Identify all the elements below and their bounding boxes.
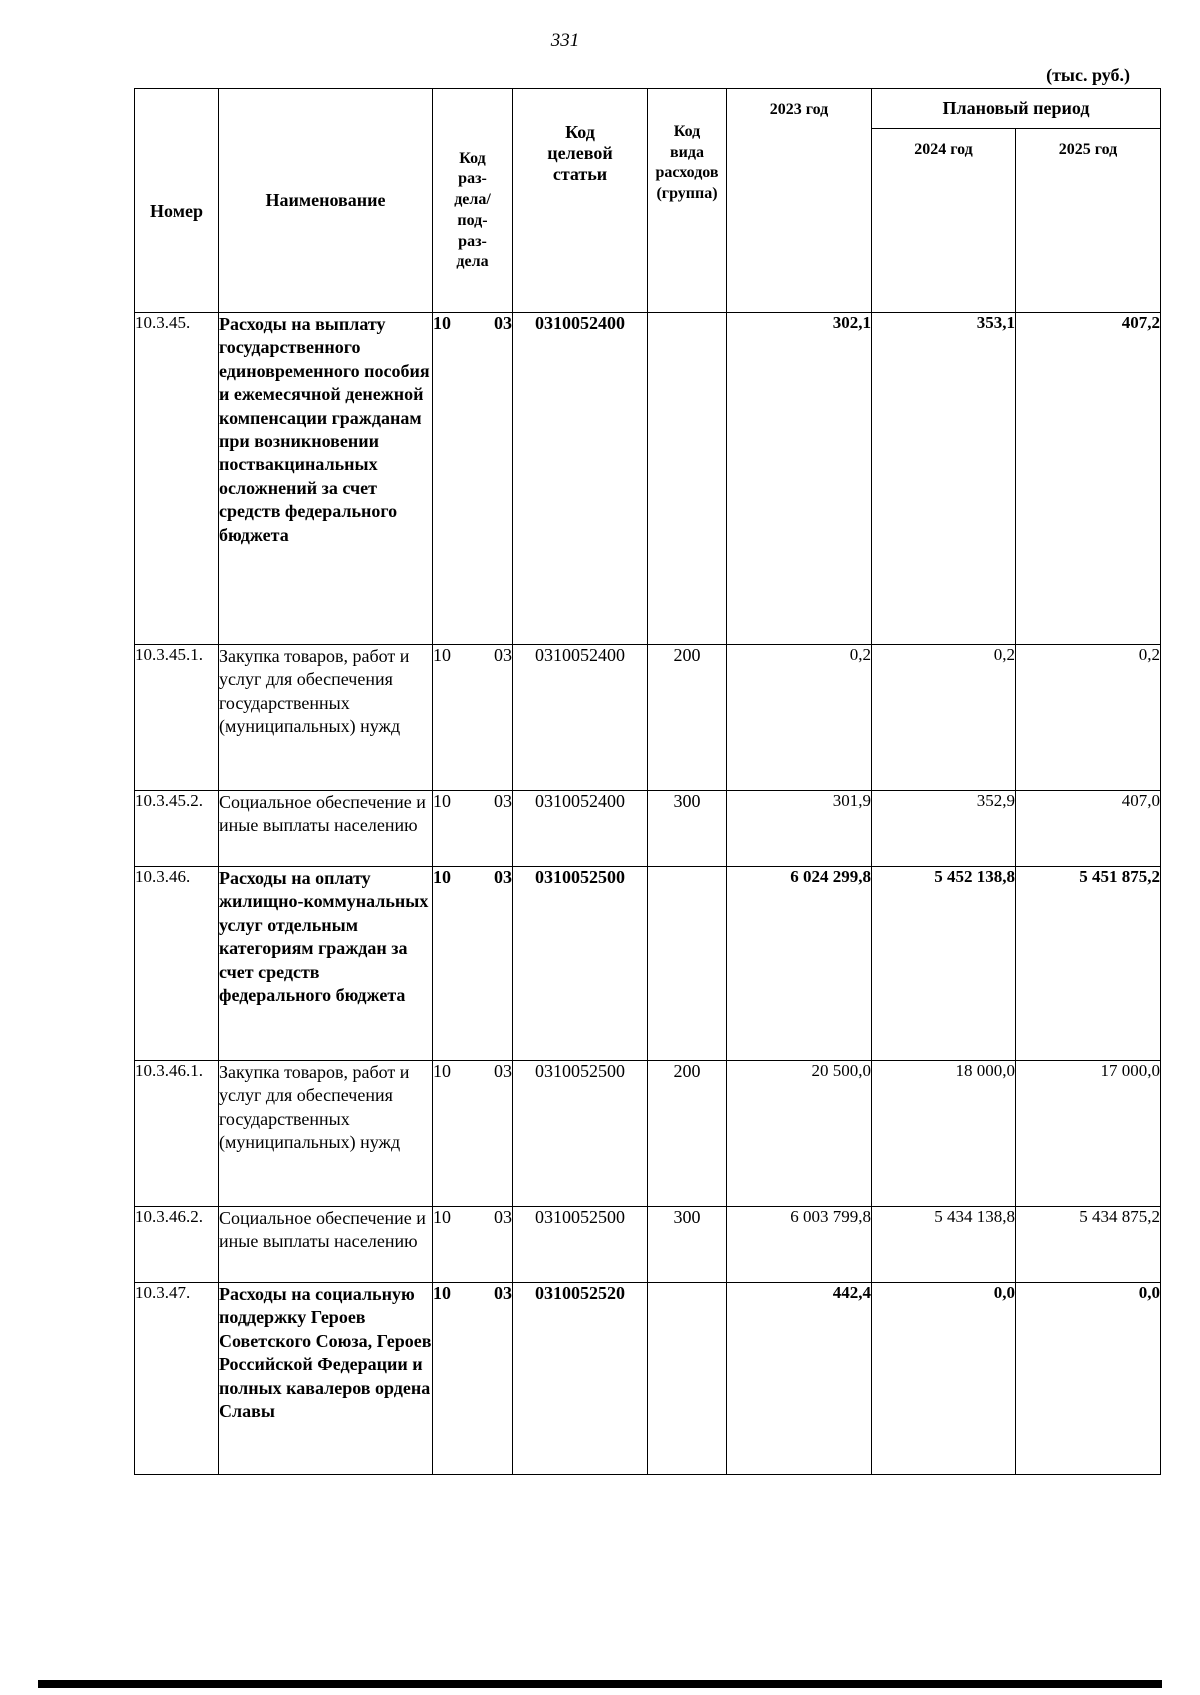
table-row [135,1283,1161,1475]
row-vid-code: 300 [648,791,727,867]
row-vid-code: 200 [648,1061,727,1207]
row-podrazdel-code: 03 [494,867,512,887]
row-razdel [433,1061,513,1207]
row-razdel [433,1207,513,1283]
row-target-code: 0310052400 [513,791,648,867]
row-target-code: 0310052500 [513,1207,648,1283]
row-number: 10.3.46.2. [135,1207,219,1283]
header-razdel-label: Код раз- дела/ под- раз- дела [454,149,491,271]
table-row [135,867,1161,1061]
header-2025-label: 2025 год [1058,141,1118,158]
row-amount-2024: 5 452 138,8 [872,867,1016,1061]
row-target-code: 0310052500 [513,867,648,1061]
header-2024-label: 2024 год [914,141,973,158]
row-amount-2023: 0,2 [727,645,872,791]
row-name: Закупка товаров, работ и услуг для обеспечения государственных (муниципальных) нужд [219,645,433,791]
row-number: 10.3.45.1. [135,645,219,791]
row-vid-code [648,867,727,1061]
row-amount-2023: 302,1 [727,313,872,645]
table-row [135,1061,1161,1207]
header-name-label: Наименование [265,190,386,210]
row-name: Расходы на оплату жилищно-коммунальных услуг отдельным категориям граждан за счет средств федерального бюджета [219,867,433,1061]
row-razdel [433,313,513,645]
row-vid-code [648,313,727,645]
header-vid [648,89,727,313]
header-name [219,89,433,313]
row-vid-code: 200 [648,645,727,791]
row-amount-2025: 407,2 [1016,313,1161,645]
row-number: 10.3.45.2. [135,791,219,867]
row-podrazdel-code: 03 [494,791,512,811]
header-number [135,89,219,313]
row-amount-2023: 6 003 799,8 [727,1207,872,1283]
row-number: 10.3.46. [135,867,219,1061]
row-amount-2024: 352,9 [872,791,1016,867]
header-plan-period [872,89,1161,129]
row-podrazdel-code: 03 [494,645,512,665]
table-header [135,89,1161,313]
row-amount-2023: 301,9 [727,791,872,867]
row-amount-2023: 6 024 299,8 [727,867,872,1061]
row-amount-2025: 5 451 875,2 [1016,867,1161,1061]
row-amount-2024: 0,2 [872,645,1016,791]
row-amount-2025: 17 000,0 [1016,1061,1161,1207]
razdel-wrap [433,1283,512,1304]
row-podrazdel-code: 03 [494,1283,512,1303]
row-target-code: 0310052500 [513,1061,648,1207]
row-podrazdel-code: 03 [494,313,512,333]
row-amount-2024: 18 000,0 [872,1061,1016,1207]
row-name: Расходы на выплату государственного единовременного пособия и ежемесячной денежной компенсации гражданам при возникновении поствакцинальных осложнений за счет средств федерального бюджета [219,313,433,645]
bottom-rule [38,1680,1162,1688]
header-target-label: Код целевой статьи [547,122,613,184]
row-razdel [433,791,513,867]
header-plan-label: Плановый период [942,98,1090,118]
razdel-wrap [433,867,512,888]
row-name: Расходы на социальную поддержку Героев Советского Союза, Героев Российской Федерации и полных кавалеров ордена Славы [219,1283,433,1475]
units-label: (тыс. руб.) [1046,65,1130,85]
row-amount-2024: 353,1 [872,313,1016,645]
razdel-wrap [433,313,512,334]
row-razdel-code: 10 [433,1061,451,1081]
table-row [135,313,1161,645]
row-target-code: 0310052520 [513,1283,648,1475]
row-target-code: 0310052400 [513,645,648,791]
header-razdel [433,89,513,313]
row-number: 10.3.46.1. [135,1061,219,1207]
row-amount-2025: 0,2 [1016,645,1161,791]
row-amount-2024: 5 434 138,8 [872,1207,1016,1283]
row-podrazdel-code: 03 [494,1207,512,1227]
row-razdel [433,867,513,1061]
row-razdel-code: 10 [433,645,451,665]
razdel-wrap [433,1061,512,1082]
budget-table [134,88,1161,1475]
table-row [135,791,1161,867]
header-2024 [872,129,1016,313]
row-razdel-code: 10 [433,791,451,811]
row-vid-code [648,1283,727,1475]
row-razdel [433,1283,513,1475]
row-name: Социальное обеспечение и иные выплаты населению [219,1207,433,1283]
row-number: 10.3.47. [135,1283,219,1475]
table-body [135,313,1161,1475]
page-number: 331 [550,30,580,51]
row-amount-2025: 0,0 [1016,1283,1161,1475]
row-number: 10.3.45. [135,313,219,645]
header-target [513,89,648,313]
table-row [135,645,1161,791]
row-razdel [433,645,513,791]
row-vid-code: 300 [648,1207,727,1283]
header-2023 [727,89,872,313]
row-razdel-code: 10 [433,1283,451,1303]
row-amount-2025: 5 434 875,2 [1016,1207,1161,1283]
razdel-wrap [433,645,512,666]
row-amount-2024: 0,0 [872,1283,1016,1475]
row-name: Закупка товаров, работ и услуг для обеспечения государственных (муниципальных) нужд [219,1061,433,1207]
row-target-code: 0310052400 [513,313,648,645]
razdel-wrap [433,1207,512,1228]
razdel-wrap [433,791,512,812]
header-2023-label: 2023 год [769,101,829,118]
row-amount-2023: 20 500,0 [727,1061,872,1207]
row-razdel-code: 10 [433,313,451,333]
row-amount-2023: 442,4 [727,1283,872,1475]
row-amount-2025: 407,0 [1016,791,1161,867]
header-number-label: Номер [150,200,203,221]
header-vid-label: Код вида расходов (группа) [655,122,719,203]
row-razdel-code: 10 [433,867,451,887]
header-2025 [1016,129,1161,313]
row-razdel-code: 10 [433,1207,451,1227]
table-row [135,1207,1161,1283]
row-podrazdel-code: 03 [494,1061,512,1081]
row-name: Социальное обеспечение и иные выплаты населению [219,791,433,867]
